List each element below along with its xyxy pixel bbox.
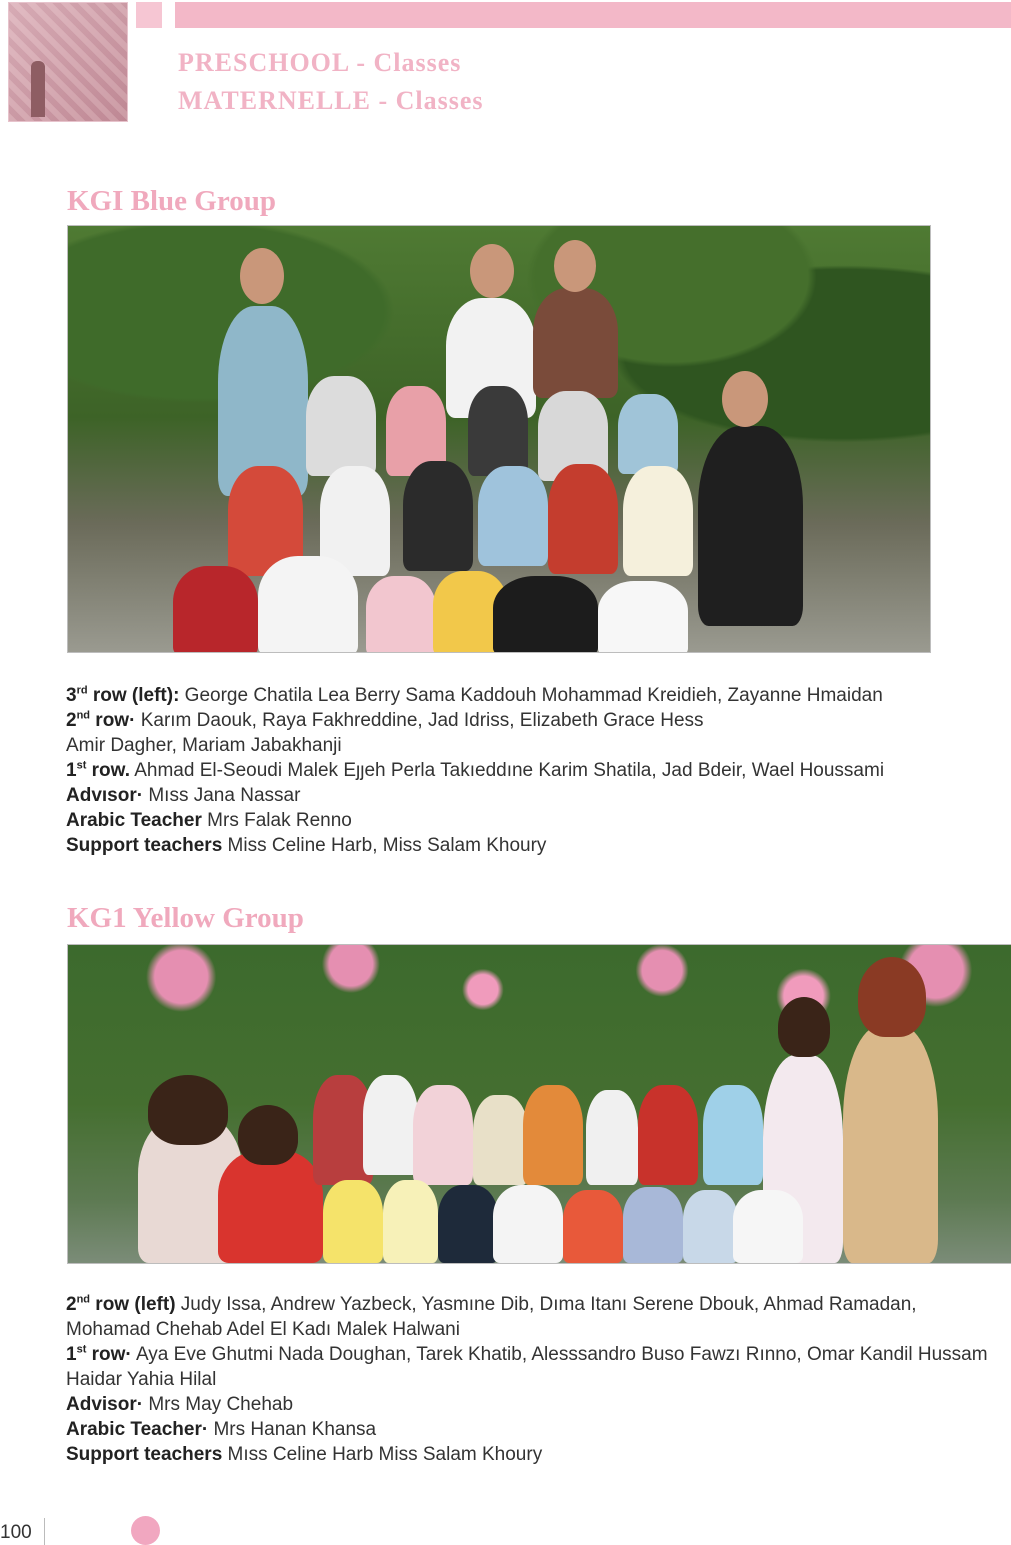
photo-figure-head [240,248,284,304]
row-label: 1st row· [66,1343,132,1365]
arabic-teacher-label: Arabic Teacher· [66,1419,209,1440]
photo-figure [478,466,548,566]
class-photo-blue-group [67,225,931,653]
support-teachers-names: Miss Celine Harb, Miss Salam Khoury [222,835,547,856]
header-accent-bar [175,2,1011,28]
row-names: George Chatila Lea Berry Sama Kaddouh Mohammad Kreidieh, Zayanne Hmaidan [179,685,883,706]
photo-figure [306,376,376,476]
photo-figure [733,1190,803,1263]
caption-arabic-teacher [66,1417,1006,1442]
class-photo-yellow-group [67,944,1011,1264]
row-label: 2nd row (left) [66,1293,176,1315]
photo-figure [598,581,688,653]
row-names: Karım Daouk, Raya Fakhreddine, Jad Idriss, Elizabeth Grace Hess [135,710,704,731]
row-names: Ahmad El-Seoudi Malek Eȷȷeh Perla Takıeddıne Karim Shatila, Jad Bdeir, Wael Houssami [130,760,885,781]
photo-figure [563,1190,623,1263]
photo-figure [468,386,528,476]
photo-figure [363,1075,418,1175]
header-accent-square [136,2,162,28]
arabic-teacher-name: Mrs Hanan Khansa [208,1419,377,1440]
photo-figure [623,466,693,576]
advisor-label: Advisor· [66,1394,144,1415]
row-names: Judy Issa, Andrew Yazbeck, Yasmıne Dib, Dıma Itanı Serene Dbouk, Ahmad Ramadan, Mohamad Chehab Adel El Kadı Malek Halwani [66,1294,917,1340]
caption-blue-group [66,683,1006,858]
support-teachers-label: Support teachers [66,1444,223,1465]
photo-figure [683,1190,738,1263]
row-label: 2nd row· [66,709,136,731]
header-title-en: PRESCHOOL - Classes [178,48,462,77]
photo-figure [698,426,803,626]
arabic-teacher-name: Mrs Falak Renno [201,810,352,831]
arabic-teacher-label: Arabic Teacher [66,810,202,831]
caption-support-teachers [66,1442,1006,1467]
photo-figure [493,576,598,653]
page-number: 100 [0,1522,32,1543]
photo-figure-head [554,240,596,292]
footer-divider [44,1518,45,1545]
photo-figure-head [722,371,768,427]
photo-figure [548,464,618,574]
photo-figure [173,566,258,653]
support-teachers-names: Mıss Celine Harb Miss Salam Khoury [222,1444,543,1465]
photo-figure [366,576,436,653]
row-names: Aya Eve Ghutmi Nada Doughan, Tarek Khatib, Alesssandro Buso Fawzı Rınno, Omar Kandil Hussam Haidar Yahia Hilal [66,1344,988,1390]
header-title-fr: MATERNELLE - Classes [178,86,484,115]
row-label: 1st row. [66,759,130,781]
photo-figure [383,1180,438,1263]
section-title-blue-group: KGI Blue Group [67,185,276,217]
photo-figure [703,1085,763,1185]
header-thumbnail-photo [8,2,128,122]
caption-advisor [66,1392,1006,1417]
photo-figure-hair [148,1075,228,1145]
photo-figure-hair [778,997,830,1057]
photo-figure [438,1185,498,1263]
row-label: 3rd row (left): [66,684,180,706]
caption-support-teachers [66,833,1006,858]
photo-figure [623,1187,683,1263]
photo-figure [218,1150,323,1263]
caption-row-2 [66,708,1006,733]
advisor-label: Advısor· [66,785,144,806]
photo-figure-head [470,244,514,298]
photo-figure [493,1185,563,1263]
photo-figure [258,556,358,653]
photo-figure-hair [238,1105,298,1165]
caption-yellow-group [66,1292,1006,1467]
photo-figure [638,1085,698,1185]
photo-figure [523,1085,583,1185]
caption-row-2 [66,1292,1006,1342]
photo-figure [413,1085,473,1185]
caption-arabic-teacher [66,808,1006,833]
photo-figure [473,1095,528,1185]
section-title-yellow-group: KG1 Yellow Group [67,902,304,934]
caption-row-3 [66,683,1006,708]
caption-row-1 [66,1342,1006,1392]
advisor-name: Mrs May Chehab [143,1394,294,1415]
photo-figure [618,394,678,474]
photo-figure-hair [858,957,926,1037]
photo-figure [533,288,618,398]
caption-advisor [66,783,1006,808]
photo-figure [403,461,473,571]
photo-figure [843,1025,938,1263]
footer-pink-dot [131,1516,160,1545]
advisor-name: Mıss Jana Nassar [143,785,301,806]
photo-figure [586,1090,638,1185]
photo-figure [323,1180,383,1263]
support-teachers-label: Support teachers [66,835,223,856]
caption-row-1 [66,758,1006,783]
caption-row-2-cont: Amir Dagher, Mariam Jabakhanji [66,735,342,756]
